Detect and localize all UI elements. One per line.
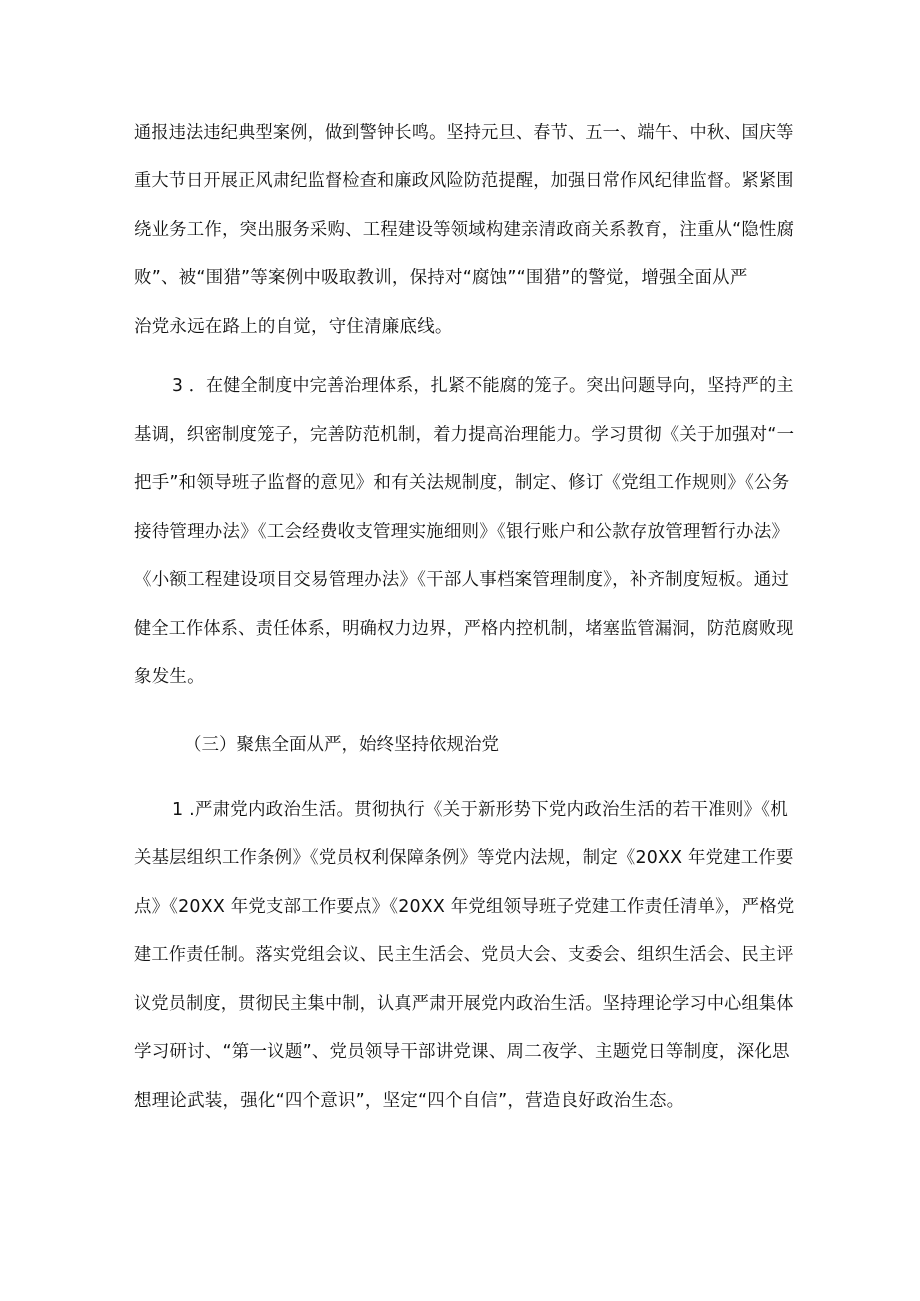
- paragraph-line: 1 .严肃党内政治生活。贯彻执行《关于新形势下党内政治生活的若干准则》《机: [172, 800, 788, 820]
- paragraph-line: 象发生。: [134, 667, 205, 687]
- paragraph-line: 败”、被“围猎”等案例中吸取教训，保持对“腐蚀”“围猎”的警觉，增强全面从严: [134, 268, 748, 288]
- paragraph-line: 3 ．在健全制度中完善治理体系，扎紧不能腐的笼子。突出问题导向，坚持严的主: [172, 376, 794, 396]
- paragraph-line: 想理论武装，强化“四个意识”，坚定“四个自信”，营造良好政治生态。: [134, 1091, 685, 1111]
- paragraph-line: 建工作责任制。落实党组会议、民主生活会、党员大会、支委会、组织生活会、民主评: [134, 945, 794, 965]
- paragraph-line: 学习研讨、“第一议题”、党员领导干部讲党课、周二夜学、主题党日等制度，深化思: [134, 1042, 790, 1062]
- section-heading: （三）聚焦全面从严，始终坚持依规治党: [184, 735, 499, 755]
- paragraph-line: 健全工作体系、责任体系，明确权力边界，严格内控机制，堵塞监管漏洞，防范腐败现: [134, 619, 794, 639]
- paragraph-line: 重大节日开展正风肃纪监督检查和廉政风险防范提醒，加强日常作风纪律监督。紧紧围: [134, 171, 794, 191]
- paragraph-line: 接待管理办法》《工会经费收支管理实施细则》《银行账户和公款存放管理暂行办法》: [134, 522, 790, 542]
- paragraph-line: 通报违法违纪典型案例，做到警钟长鸣。坚持元旦、春节、五一、端午、中秋、国庆等: [134, 123, 794, 143]
- paragraph-line: 点》《20XX 年党支部工作要点》《20XX 年党组领导班子党建工作责任清单》，严格党: [134, 897, 795, 917]
- paragraph-line: 治党永远在路上的自觉，守住清廉底线。: [134, 317, 453, 337]
- paragraph-line: 把手”和领导班子监督的意见》和有关法规制度，制定、修订《党组工作规则》《公务: [134, 473, 790, 493]
- paragraph-line: 《小额工程建设项目交易管理办法》《干部人事档案管理制度》，补齐制度短板。通过: [134, 570, 790, 590]
- paragraph-line: 绕业务工作，突出服务采购、工程建设等领域构建亲清政商关系教育，注重从“隐性腐: [134, 220, 795, 240]
- paragraph-line: 关基层组织工作条例》《党员权利保障条例》等党内法规，制定《20XX 年党建工作要: [134, 848, 794, 868]
- paragraph-line: 基调，织密制度笼子，完善防范机制，着力提高治理能力。学习贯彻《关于加强对“一: [134, 425, 795, 445]
- paragraph-line: 议党员制度，贯彻民主集中制，认真严肃开展党内政治生活。坚持理论学习中心组集体: [134, 994, 794, 1014]
